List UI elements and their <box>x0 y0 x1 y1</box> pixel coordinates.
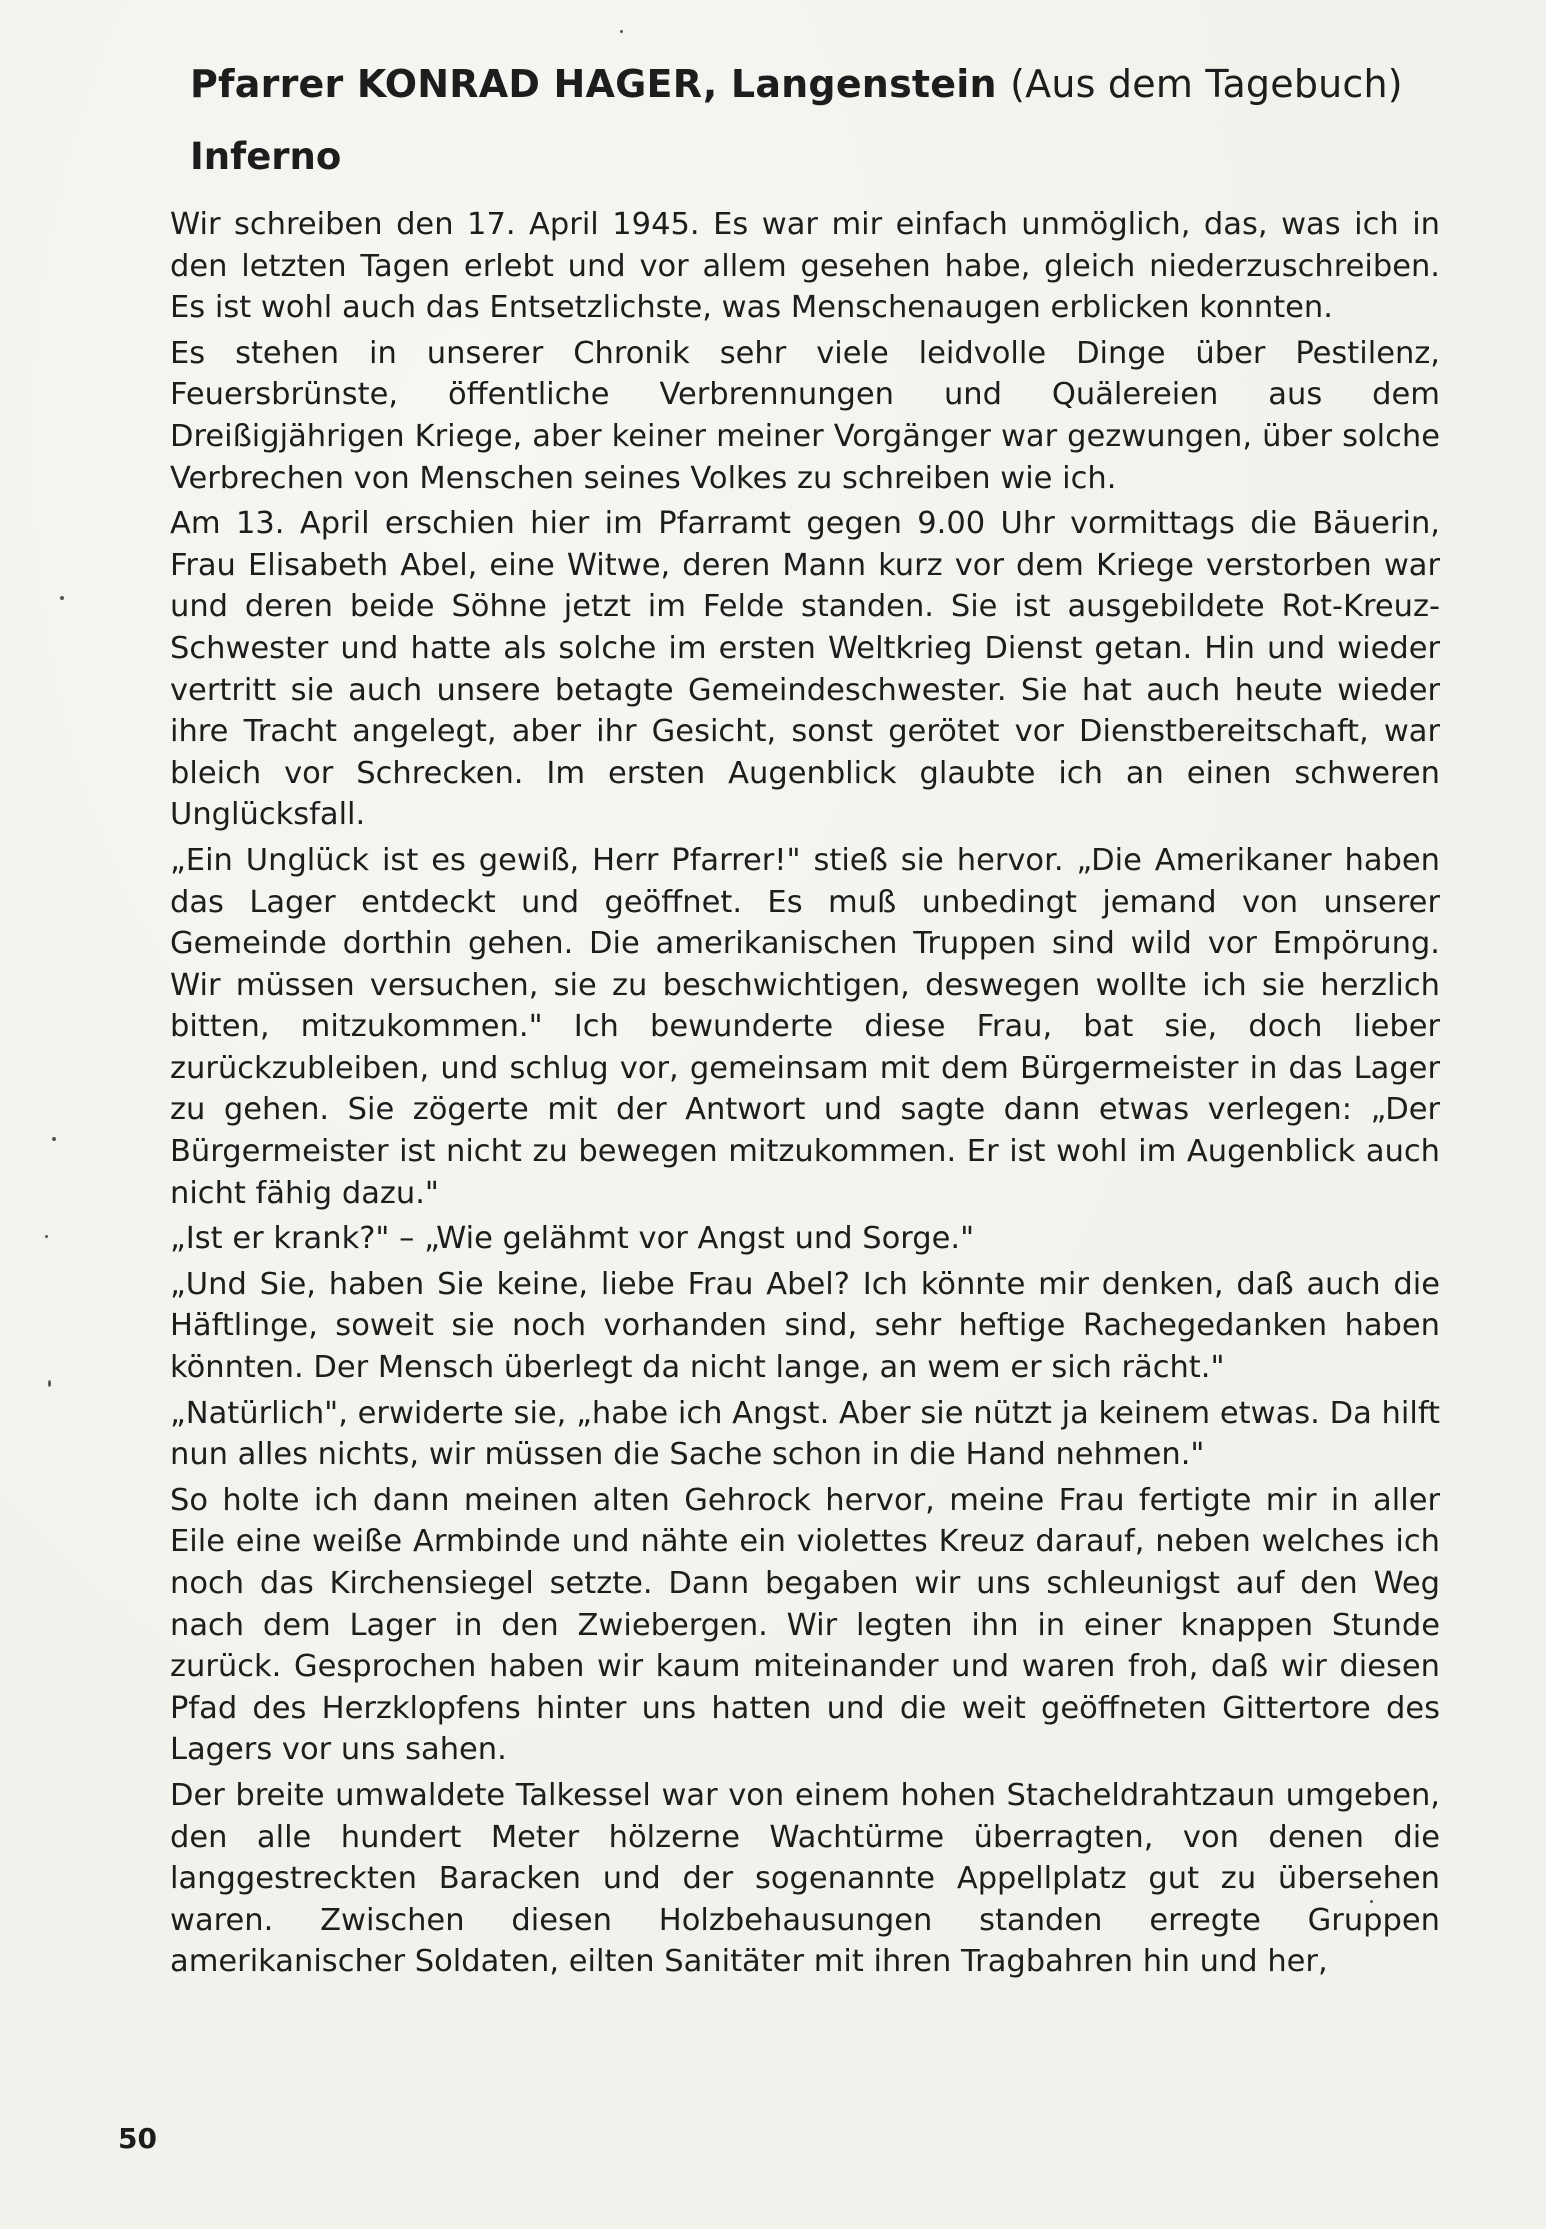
page-title <box>190 62 1403 106</box>
body-text <box>170 204 1440 1987</box>
paragraph: „Und Sie, haben Sie keine, liebe Frau Abel? Ich könnte mir denken, daß auch die Häftlinge, soweit sie noch vorhanden sind, sehr heftige Rachegedanken haben könnten. Der Mensch überlegt da nicht lange, an wem er sich rächt." <box>170 1266 1440 1386</box>
scan-speck <box>1370 1900 1373 1903</box>
paragraph: Wir schreiben den 17. April 1945. Es war mir einfach unmöglich, das, was ich in den letzten Tagen erlebt und vor allem gesehen habe, gleich niederzuschreiben. Es ist wohl auch das Entsetzlichste, was Menschenaugen erblicken konnten. <box>170 207 1440 326</box>
paragraph: Der breite umwaldete Talkessel war von einem hohen Stacheldrahtzaun umgeben, den alle hundert Meter hölzerne Wachtürme überragten, von denen die langgestreckten Baracken und der sogenannte Appellplatz gut zu übersehen waren. Zwischen diesen Holzbehausungen standen erregte Gruppen amerikanischer Soldaten, eilten Sanitäter mit ihren Tragbahren hin und her, <box>170 1777 1440 1980</box>
paragraph: Es stehen in unserer Chronik sehr viele leidvolle Dinge über Pestilenz, Feuersbrünste, öffentliche Verbrennungen und Quälereien aus dem Dreißigjährigen Kriege, aber keiner meiner Vorgänger war gezwungen, über solche Verbrechen von Menschen seines Volkes zu schreiben wie ich. <box>170 335 1440 496</box>
scan-speck <box>45 1235 48 1238</box>
paragraph: Am 13. April erschien hier im Pfarramt gegen 9.00 Uhr vormittags die Bäuerin, Frau Elisabeth Abel, eine Witwe, deren Mann kurz vor dem Kriege verstorben war und deren beide Söhne jetzt im Felde standen. Sie ist ausgebildete Rot-Kreuz-Schwester und hatte als solche im ersten Weltkrieg Dienst getan. Hin und wieder vertritt sie auch unsere betagte Gemeindeschwester. Sie hat auch heute wieder ihre Tracht angelegt, aber ihr Gesicht, sonst gerötet vor Dienstbereitschaft, war bleich vor Schrecken. Im ersten Augenblick glaubte ich an einen schweren Unglücksfall. <box>170 506 1440 833</box>
paragraph: „Natürlich", erwiderte sie, „habe ich Angst. Aber sie nützt ja keinem etwas. Da hilft nun alles nichts, wir müssen die Sache schon in die Hand nehmen." <box>170 1395 1440 1473</box>
title-note: (Aus dem Tagebuch) <box>1010 62 1403 106</box>
scan-speck <box>48 1380 51 1387</box>
scan-speck <box>60 596 64 600</box>
paragraph: „Ist er krank?" – „Wie gelähmt vor Angst und Sorge." <box>170 1221 975 1257</box>
title-main: Pfarrer KONRAD HAGER, Langenstein <box>190 62 997 106</box>
section-heading: Inferno <box>190 135 342 178</box>
page-number: 50 <box>118 2122 157 2155</box>
scan-speck <box>52 1137 56 1141</box>
scan-speck <box>620 30 623 33</box>
paragraph: So holte ich dann meinen alten Gehrock hervor, meine Frau fertigte mir in aller Eile eine weiße Armbinde und nähte ein violettes Kreuz darauf, neben welches ich noch das Kirchensiegel setzte. Dann begaben wir uns schleunigst auf den Weg nach dem Lager in den Zwiebergen. Wir legten ihn in einer knappen Stunde zurück. Gesprochen haben wir kaum miteinander und waren froh, daß wir diesen Pfad des Herzklopfens hinter uns hatten und die weit geöffneten Gittertore des Lagers vor uns sahen. <box>170 1482 1440 1768</box>
paragraph: „Ein Unglück ist es gewiß, Herr Pfarrer!" stieß sie hervor. „Die Amerikaner haben das Lager entdeckt und geöffnet. Es muß unbedingt jemand von unserer Gemeinde dorthin gehen. Die amerikanischen Truppen sind wild vor Empörung. Wir müssen versuchen, sie zu beschwichtigen, deswegen wollte ich sie herzlich bitten, mitzukommen." Ich bewunderte diese Frau, bat sie, doch lieber zurückzubleiben, und schlug vor, gemeinsam mit dem Bürgermeister in das Lager zu gehen. Sie zögerte mit der Antwort und sagte dann etwas verlegen: „Der Bürgermeister ist nicht zu bewegen mitzukommen. Er ist wohl im Augenblick auch nicht fähig dazu." <box>170 842 1440 1211</box>
